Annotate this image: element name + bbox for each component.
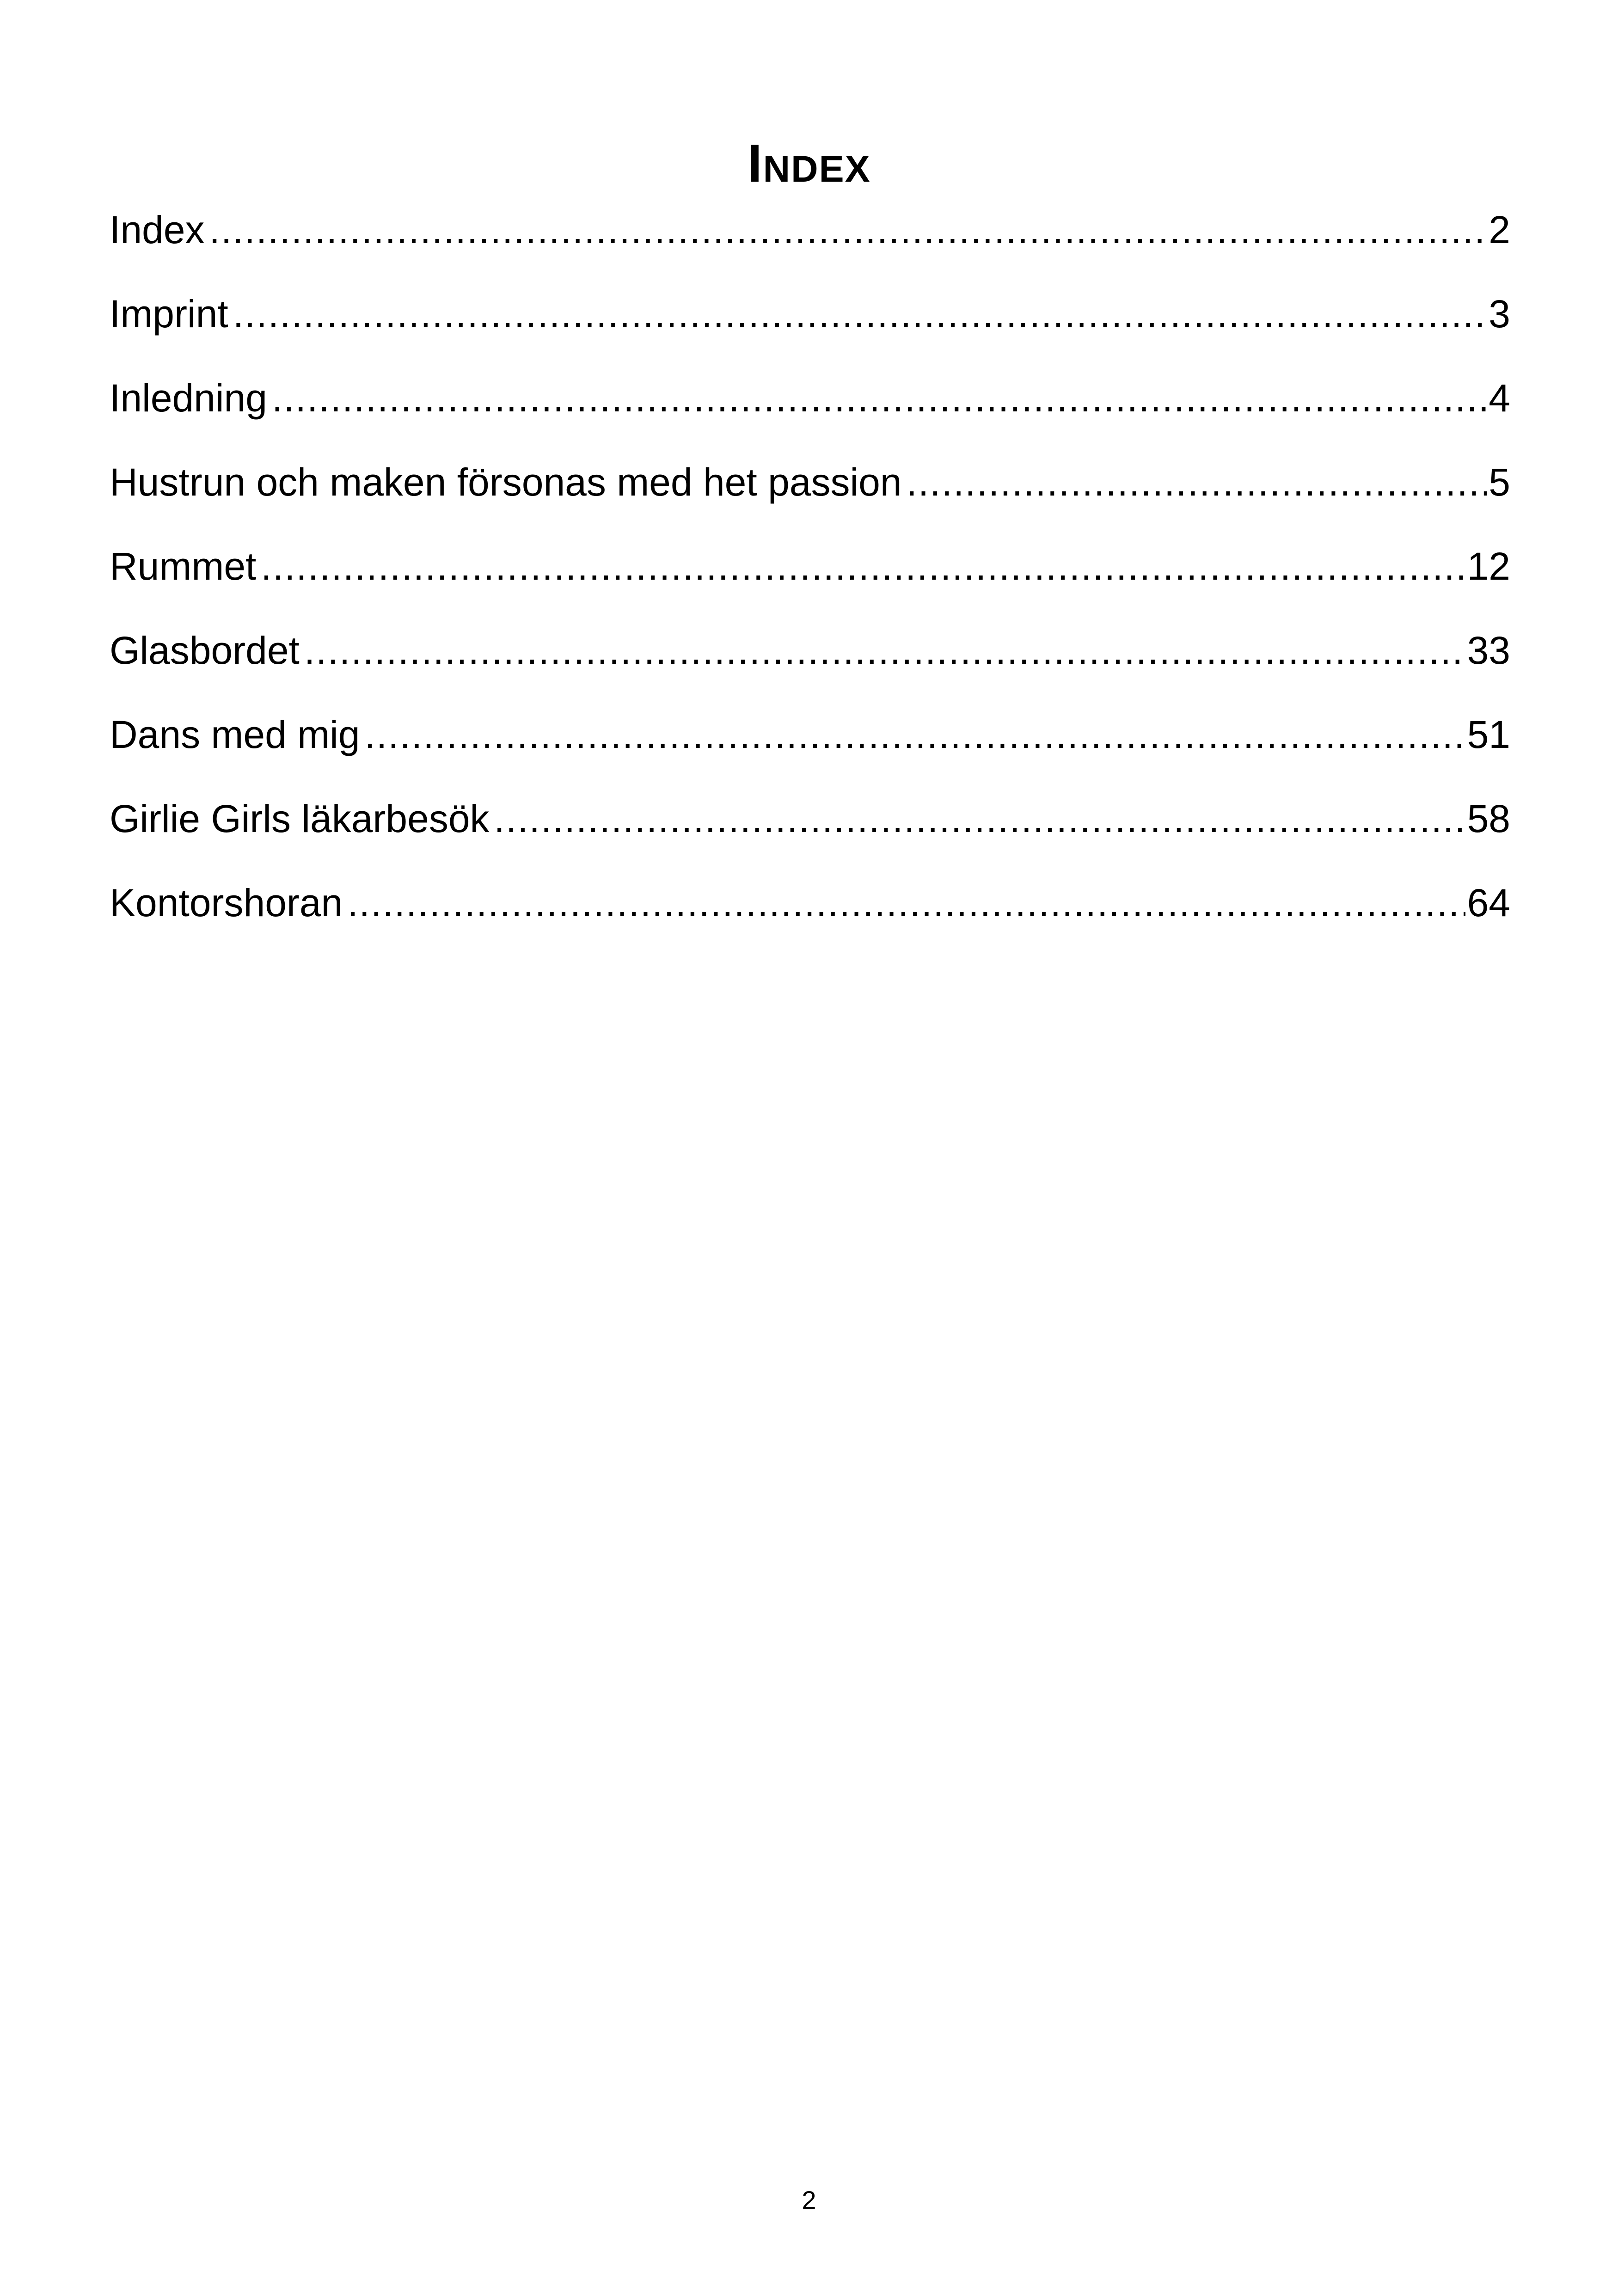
toc-dot-leader [272, 368, 1487, 428]
toc-entry-label: Girlie Girls läkarbesök [110, 797, 490, 840]
toc-entry-page: 64 [1467, 881, 1510, 925]
toc-dot-leader [261, 536, 1465, 596]
page-title: Index [747, 133, 871, 193]
toc-dot-leader [209, 200, 1487, 260]
toc-entry-kontorshoran[interactable] [110, 873, 1510, 957]
toc-entry-inledning[interactable] [110, 368, 1510, 452]
toc-entry-page: 51 [1467, 713, 1510, 756]
toc-entry-page: 33 [1467, 629, 1510, 672]
toc-entry-imprint[interactable] [110, 284, 1510, 368]
toc-entry-page: 3 [1489, 292, 1510, 336]
toc-entry-label: Inledning [110, 376, 267, 420]
toc-dot-leader [304, 620, 1465, 680]
toc-dot-leader [365, 704, 1465, 765]
toc-entry-label: Index [110, 208, 205, 251]
toc-dot-leader [233, 284, 1487, 344]
toc-entry-label: Imprint [110, 292, 228, 336]
toc-entry-label: Kontorshoran [110, 881, 343, 925]
table-of-contents [110, 200, 1510, 957]
toc-entry-page: 58 [1467, 797, 1510, 840]
toc-entry-page: 2 [1489, 208, 1510, 251]
toc-entry-label: Rummet [110, 545, 257, 588]
toc-entry-glasbordet[interactable] [110, 620, 1510, 704]
page-number: 2 [802, 2186, 816, 2215]
toc-dot-leader [907, 452, 1487, 512]
toc-dot-leader [494, 789, 1465, 849]
toc-entry-page: 4 [1489, 376, 1510, 420]
toc-entry-page: 12 [1467, 545, 1510, 588]
toc-dot-leader [347, 873, 1465, 933]
toc-entry-page: 5 [1489, 460, 1510, 504]
toc-entry-girlie-girls[interactable] [110, 789, 1510, 873]
toc-entry-label: Glasbordet [110, 629, 300, 672]
toc-entry-label: Dans med mig [110, 713, 360, 756]
toc-entry-index[interactable] [110, 200, 1510, 284]
toc-entry-hustrun[interactable] [110, 452, 1510, 536]
toc-entry-label: Hustrun och maken försonas med het passion [110, 460, 902, 504]
toc-entry-rummet[interactable] [110, 536, 1510, 620]
toc-entry-dans-med-mig[interactable] [110, 704, 1510, 789]
